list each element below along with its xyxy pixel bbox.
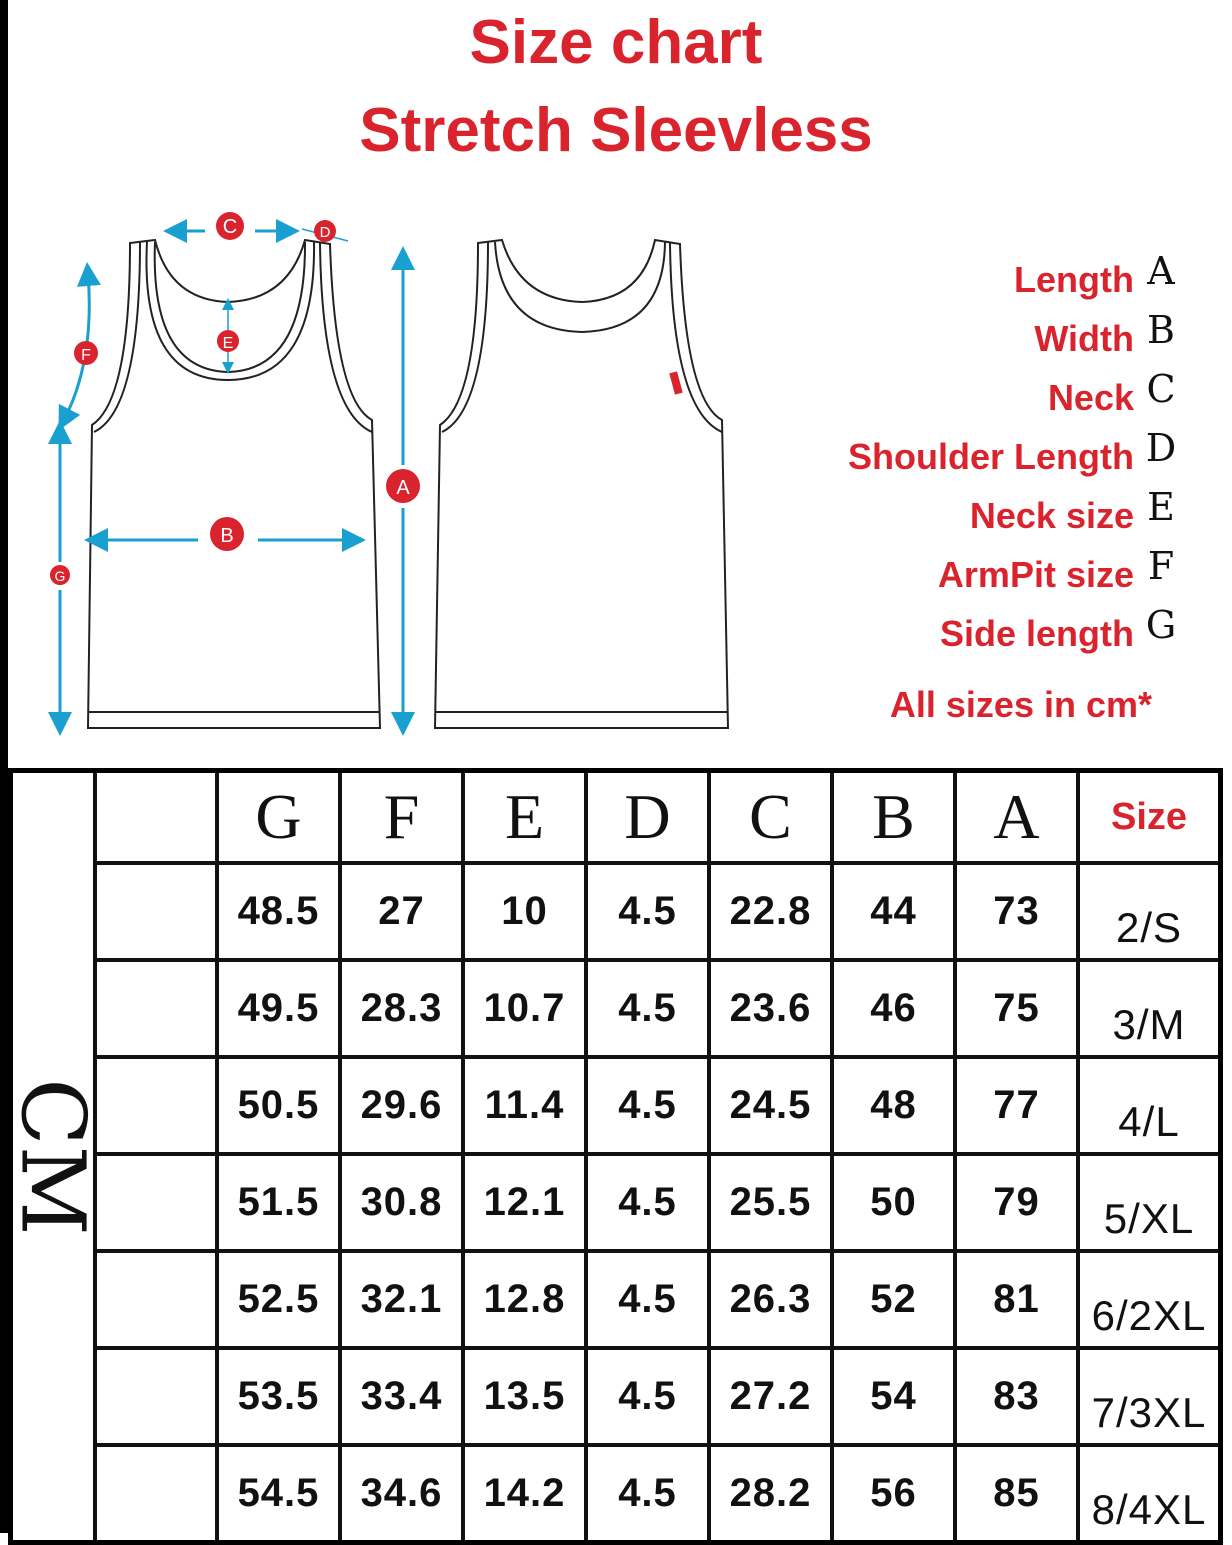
value-cell: 32.1	[340, 1251, 463, 1348]
value-cell: 81	[955, 1251, 1078, 1348]
value-cell: 27	[340, 863, 463, 960]
size-cell: 7/3XL	[1078, 1348, 1221, 1445]
value-cell: 75	[955, 960, 1078, 1057]
value-cell: 52.5	[217, 1251, 340, 1348]
size-cell: 2/S	[1078, 863, 1221, 960]
svg-text:F: F	[81, 347, 91, 364]
value-cell: 4.5	[586, 1057, 709, 1154]
legend-letter: G	[1145, 602, 1177, 647]
tank-back	[435, 240, 728, 728]
value-cell: 54	[832, 1348, 955, 1445]
svg-text:B: B	[220, 525, 234, 547]
table-row	[11, 1445, 1221, 1543]
blank-cell	[95, 771, 217, 864]
table-row	[11, 1057, 1221, 1154]
header-cell: G	[217, 771, 340, 864]
blank-cell	[95, 960, 217, 1057]
table-header-row	[11, 771, 1221, 864]
legend-letter: D	[1145, 425, 1177, 470]
value-cell: 34.6	[340, 1445, 463, 1543]
legend-item	[768, 309, 1188, 368]
value-cell: 12.1	[463, 1154, 586, 1251]
value-cell: 4.5	[586, 1154, 709, 1251]
value-cell: 4.5	[586, 863, 709, 960]
size-table	[1, 768, 1223, 1545]
size-cell: 8/4XL	[1078, 1445, 1221, 1543]
value-cell: 46	[832, 960, 955, 1057]
value-cell: 30.8	[340, 1154, 463, 1251]
value-cell: 23.6	[709, 960, 832, 1057]
blank-cell	[95, 1251, 217, 1348]
marker-c	[216, 212, 244, 240]
marker-d	[314, 220, 336, 242]
legend-letter: B	[1147, 307, 1175, 352]
header-cell-size: Size	[1078, 771, 1221, 864]
marker-f	[74, 341, 98, 365]
legend-label: Shoulder Length	[848, 435, 1134, 477]
value-cell: 77	[955, 1057, 1078, 1154]
blank-cell	[95, 1348, 217, 1445]
header-cell: E	[463, 771, 586, 864]
legend-letter: E	[1147, 484, 1175, 529]
value-cell: 44	[832, 863, 955, 960]
unit-label: CM	[1, 1077, 105, 1236]
table-row	[11, 1251, 1221, 1348]
legend-label: Neck	[1047, 376, 1134, 418]
measurement-legend	[768, 250, 1188, 663]
value-cell: 10.7	[463, 960, 586, 1057]
blank-cell	[95, 863, 217, 960]
header-cell: C	[709, 771, 832, 864]
value-cell: 4.5	[586, 1445, 709, 1543]
blank-cell	[95, 1154, 217, 1251]
svg-text:D: D	[319, 224, 331, 241]
value-cell: 56	[832, 1445, 955, 1543]
marker-a	[386, 469, 420, 503]
subtitle: Stretch Sleevless	[359, 96, 873, 165]
value-cell: 53.5	[217, 1348, 340, 1445]
table-row	[11, 960, 1221, 1057]
title: Size chart	[469, 8, 763, 77]
value-cell: 13.5	[463, 1348, 586, 1445]
header-cell: A	[955, 771, 1078, 864]
legend-item	[768, 604, 1188, 663]
value-cell: 11.4	[463, 1057, 586, 1154]
value-cell: 48.5	[217, 863, 340, 960]
value-cell: 22.8	[709, 863, 832, 960]
value-cell: 79	[955, 1154, 1078, 1251]
value-cell: 73	[955, 863, 1078, 960]
value-cell: 49.5	[217, 960, 340, 1057]
legend-label: Neck size	[969, 494, 1134, 536]
value-cell: 25.5	[709, 1154, 832, 1251]
svg-text:E: E	[222, 335, 234, 352]
size-cell: 5/XL	[1078, 1154, 1221, 1251]
value-cell: 4.5	[586, 960, 709, 1057]
tank-front	[88, 240, 380, 728]
svg-text:C: C	[222, 216, 238, 238]
marker-b	[210, 517, 244, 551]
legend-label: ArmPit size	[937, 553, 1134, 595]
value-cell: 4.5	[586, 1251, 709, 1348]
value-cell: 52	[832, 1251, 955, 1348]
value-cell: 50.5	[217, 1057, 340, 1154]
header-cell: D	[586, 771, 709, 864]
svg-text:A: A	[396, 477, 410, 499]
value-cell: 50	[832, 1154, 955, 1251]
value-cell: 28.2	[709, 1445, 832, 1543]
table-row	[11, 1154, 1221, 1251]
legend-label: Width	[1034, 317, 1134, 359]
table-row	[11, 863, 1221, 960]
value-cell: 83	[955, 1348, 1078, 1445]
value-cell: 48	[832, 1057, 955, 1154]
marker-g	[50, 565, 70, 585]
value-cell: 85	[955, 1445, 1078, 1543]
legend-item	[768, 368, 1188, 427]
legend-item	[768, 427, 1188, 486]
legend-item	[768, 545, 1188, 604]
header-cell: B	[832, 771, 955, 864]
value-cell: 24.5	[709, 1057, 832, 1154]
value-cell: 10	[463, 863, 586, 960]
legend-letter: C	[1146, 366, 1176, 411]
size-cell: 6/2XL	[1078, 1251, 1221, 1348]
value-cell: 28.3	[340, 960, 463, 1057]
value-cell: 54.5	[217, 1445, 340, 1543]
value-cell: 27.2	[709, 1348, 832, 1445]
blank-cell	[95, 1057, 217, 1154]
legend-label: Side length	[939, 612, 1134, 654]
size-cell: 4/L	[1078, 1057, 1221, 1154]
legend-letter: F	[1147, 543, 1175, 588]
marker-e	[217, 330, 239, 352]
table-row	[11, 1348, 1221, 1445]
value-cell: 12.8	[463, 1251, 586, 1348]
svg-text:G: G	[54, 568, 66, 584]
units-note: All sizes in cm*	[889, 684, 1152, 725]
value-cell: 33.4	[340, 1348, 463, 1445]
unit-label-cell	[1, 771, 105, 1543]
value-cell: 29.6	[340, 1057, 463, 1154]
value-cell: 14.2	[463, 1445, 586, 1543]
value-cell: 4.5	[586, 1348, 709, 1445]
value-cell: 26.3	[709, 1251, 832, 1348]
blank-cell	[95, 1445, 217, 1543]
header-cell: F	[340, 771, 463, 864]
legend-item	[768, 250, 1188, 309]
legend-label: Length	[1014, 258, 1134, 300]
legend-letter: A	[1147, 248, 1175, 293]
value-cell: 51.5	[217, 1154, 340, 1251]
legend-item	[768, 486, 1188, 545]
size-cell: 3/M	[1078, 960, 1221, 1057]
